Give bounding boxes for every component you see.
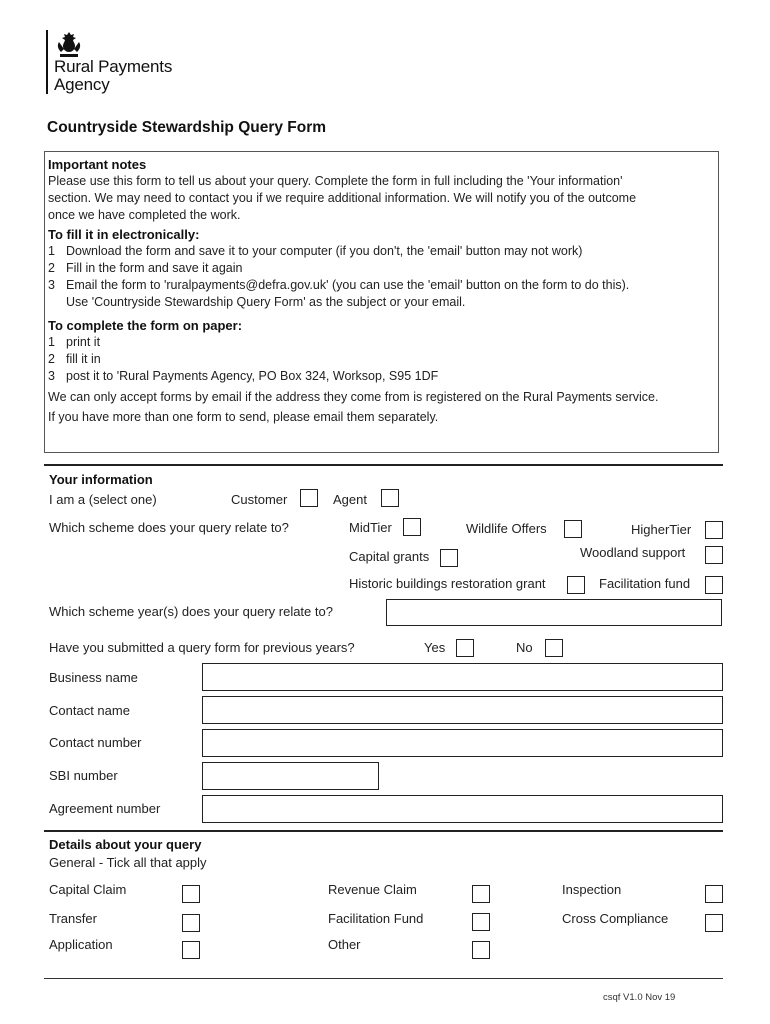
transfer-label: Transfer xyxy=(49,911,97,926)
step-text: Fill in the form and save it again xyxy=(66,261,243,275)
i-am-label: I am a (select one) xyxy=(49,492,157,507)
cross-compliance-checkbox[interactable] xyxy=(705,914,723,932)
capital-grants-checkbox[interactable] xyxy=(440,549,458,567)
your-info-heading: Your information xyxy=(49,472,153,487)
no-label: No xyxy=(516,640,533,655)
application-label: Application xyxy=(49,937,113,952)
revenue-claim-checkbox[interactable] xyxy=(472,885,490,903)
scheme-year-input[interactable] xyxy=(386,599,722,626)
agent-checkbox[interactable] xyxy=(381,489,399,507)
inspection-checkbox[interactable] xyxy=(705,885,723,903)
yes-label: Yes xyxy=(424,640,446,655)
closing-line: We can only accept forms by email if the address they come from is registered on the Rural Payments service. xyxy=(48,390,659,404)
wildlife-offers-checkbox[interactable] xyxy=(564,520,582,538)
logo-divider xyxy=(46,30,48,94)
yes-checkbox[interactable] xyxy=(456,639,474,657)
capital-claim-checkbox[interactable] xyxy=(182,885,200,903)
customer-checkbox[interactable] xyxy=(300,489,318,507)
paper-step xyxy=(48,351,716,368)
notes-intro-line: section. We may need to contact you if we require additional information. We will notify you of the outcome xyxy=(48,191,637,205)
revenue-claim-label: Revenue Claim xyxy=(328,882,417,897)
scheme-year-question: Which scheme year(s) does your query relate to? xyxy=(49,604,333,619)
business-name-input[interactable] xyxy=(202,663,723,691)
wildlife-offers-label: Wildlife Offers xyxy=(466,521,547,536)
sbi-number-input[interactable] xyxy=(202,762,379,790)
notes-intro-line: Please use this form to tell us about your query. Complete the form in full including the 'Your information' xyxy=(48,174,623,188)
org-name xyxy=(54,58,172,94)
capital-grants-label: Capital grants xyxy=(349,549,430,564)
cross-compliance-label: Cross Compliance xyxy=(562,911,669,926)
electronic-step xyxy=(48,260,716,277)
details-subheading: General - Tick all that apply xyxy=(49,855,207,870)
capital-claim-label: Capital Claim xyxy=(49,882,127,897)
step-text: Use 'Countryside Stewardship Query Form' as the subject or your email. xyxy=(66,295,466,309)
paper-heading: To complete the form on paper: xyxy=(48,318,243,333)
sbi-number-label: SBI number xyxy=(49,768,118,783)
details-heading: Details about your query xyxy=(49,837,202,852)
application-checkbox[interactable] xyxy=(182,941,200,959)
facilitation-fund-checkbox[interactable] xyxy=(472,913,490,931)
business-name-label: Business name xyxy=(49,670,138,685)
step-text: fill it in xyxy=(66,352,101,366)
customer-label: Customer xyxy=(231,492,288,507)
notes-intro-line: once we have completed the work. xyxy=(48,208,241,222)
org-name-line1: Rural Payments xyxy=(54,57,173,76)
step-text: print it xyxy=(66,335,101,349)
page-title: Countryside Stewardship Query Form xyxy=(47,119,327,136)
previous-query-question: Have you submitted a query form for previous years? xyxy=(49,640,355,655)
contact-name-label: Contact name xyxy=(49,703,130,718)
agreement-number-input[interactable] xyxy=(202,795,723,823)
electronic-step xyxy=(48,294,716,311)
step-number: 2 xyxy=(48,261,55,275)
woodland-support-checkbox[interactable] xyxy=(705,546,723,564)
paper-step xyxy=(48,334,716,351)
step-number: 3 xyxy=(48,278,55,292)
closing-line: If you have more than one form to send, please email them separately. xyxy=(48,410,439,424)
midtier-checkbox[interactable] xyxy=(403,518,421,536)
electronic-step xyxy=(48,277,716,294)
notes-heading: Important notes xyxy=(48,157,147,172)
inspection-label: Inspection xyxy=(562,882,622,897)
highertier-label: HigherTier xyxy=(631,522,692,537)
facilitation-fund-label: Facilitation Fund xyxy=(328,911,424,926)
agreement-number-label: Agreement number xyxy=(49,801,161,816)
step-text: post it to 'Rural Payments Agency, PO Box 324, Worksop, S95 1DF xyxy=(66,369,439,383)
step-text: Download the form and save it to your computer (if you don't, the 'email' button may not work) xyxy=(66,244,583,258)
step-number: 2 xyxy=(48,352,55,366)
contact-number-label: Contact number xyxy=(49,735,142,750)
other-label: Other xyxy=(328,937,361,952)
facilitation-fund-scheme-label: Facilitation fund xyxy=(599,576,691,591)
step-number: 1 xyxy=(48,244,55,258)
electronic-step xyxy=(48,243,716,260)
facilitation-fund-scheme-checkbox[interactable] xyxy=(705,576,723,594)
woodland-support-label: Woodland support xyxy=(580,545,686,560)
step-number: 1 xyxy=(48,335,55,349)
transfer-checkbox[interactable] xyxy=(182,914,200,932)
contact-name-input[interactable] xyxy=(202,696,723,724)
highertier-checkbox[interactable] xyxy=(705,521,723,539)
no-checkbox[interactable] xyxy=(545,639,563,657)
step-number: 3 xyxy=(48,369,55,383)
step-text: Email the form to 'ruralpayments@defra.gov.uk' (you can use the 'email' button on the form to do this). xyxy=(66,278,630,292)
section-divider xyxy=(44,464,723,466)
important-notes xyxy=(48,156,716,426)
midtier-label: MidTier xyxy=(349,520,392,535)
other-checkbox[interactable] xyxy=(472,941,490,959)
historic-buildings-label: Historic buildings restoration grant xyxy=(349,576,546,591)
scheme-question: Which scheme does your query relate to? xyxy=(49,520,289,535)
electronic-heading: To fill it in electronically: xyxy=(48,227,200,242)
version-label: csqf V1.0 Nov 19 xyxy=(603,992,676,1003)
agent-label: Agent xyxy=(333,492,367,507)
org-name-line2: Agency xyxy=(54,75,110,94)
section-divider xyxy=(44,830,723,832)
paper-step xyxy=(48,368,716,385)
footer-divider xyxy=(44,978,723,979)
royal-crest-icon xyxy=(54,30,84,58)
historic-buildings-checkbox[interactable] xyxy=(567,576,585,594)
contact-number-input[interactable] xyxy=(202,729,723,757)
